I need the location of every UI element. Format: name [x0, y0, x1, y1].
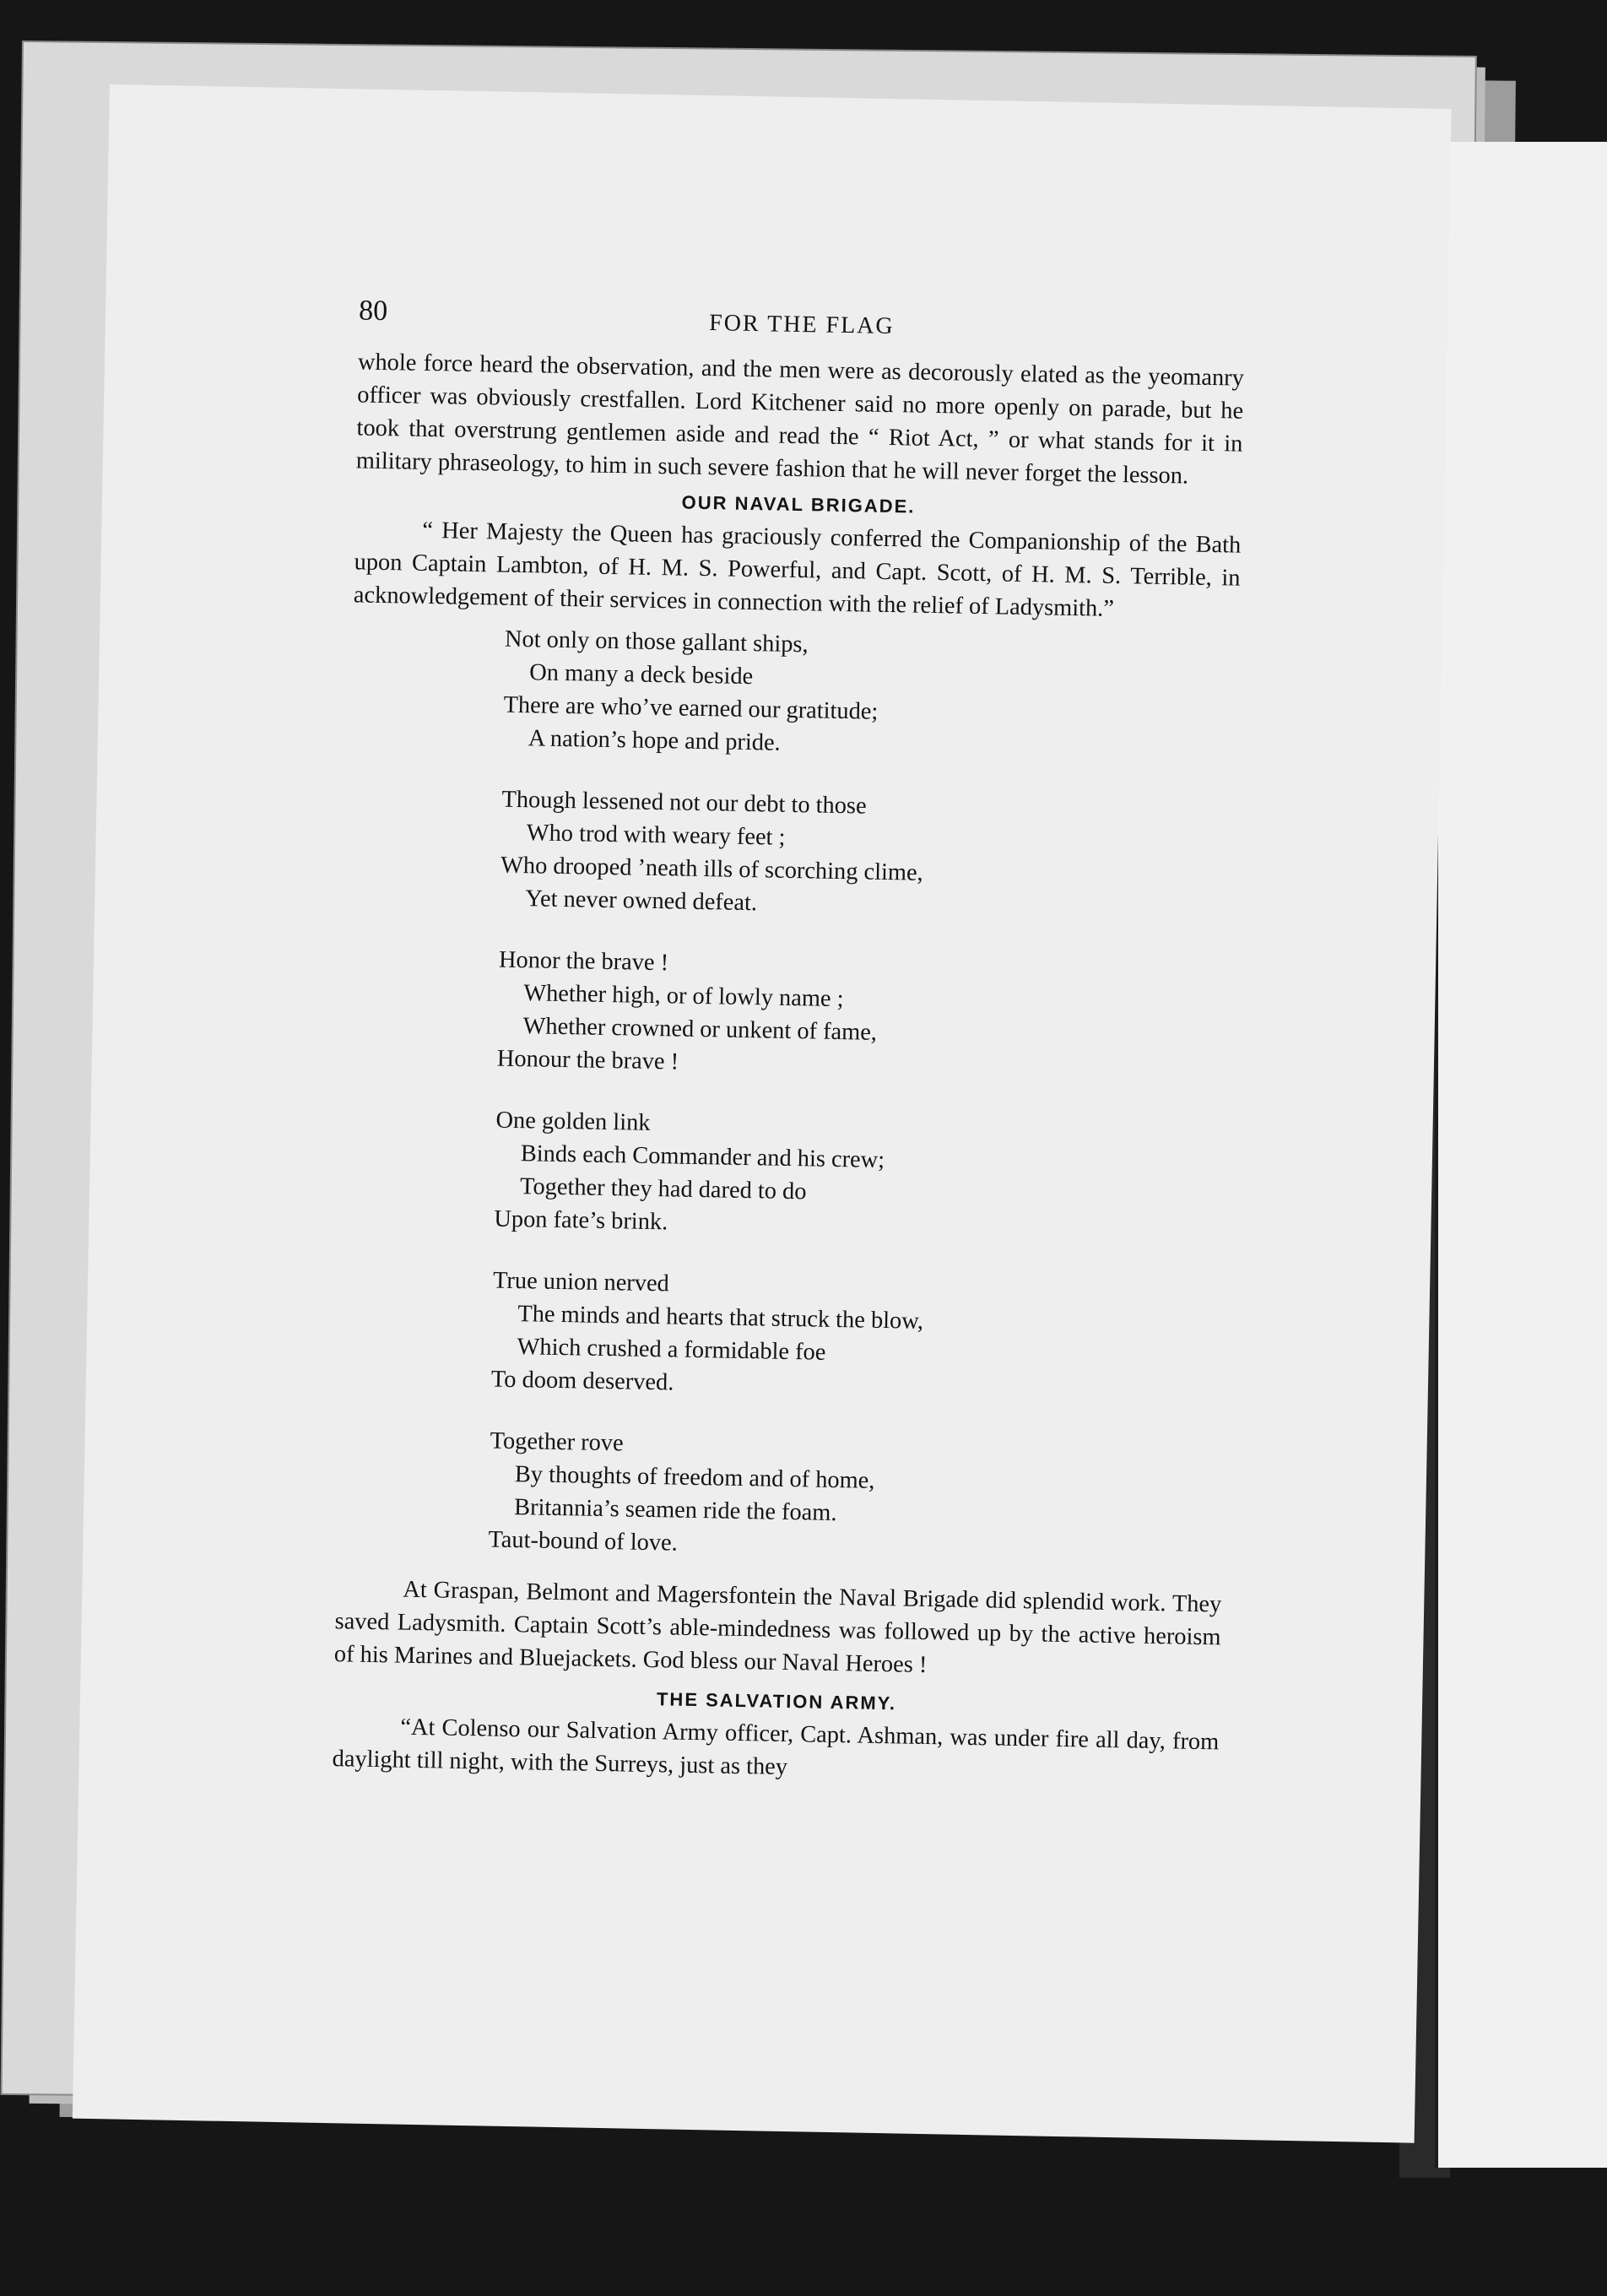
section-heading: THE SALVATION ARMY.	[656, 1688, 897, 1714]
poem-line: Honour the brave !	[496, 1045, 679, 1075]
poem-line: Yet never owned defeat.	[525, 885, 758, 917]
facing-page	[1435, 142, 1607, 2168]
poem-line: Together rove	[490, 1427, 624, 1457]
poem-line: There are who’ve earned our gratitude;	[503, 691, 879, 725]
poem-line: Whether high, or of lowly name ;	[523, 980, 844, 1013]
poem-stanza	[494, 1104, 1231, 1249]
poem-line: Whether crowned or unkent of fame,	[522, 1013, 878, 1046]
poem-line: Honor the brave !	[498, 946, 669, 977]
poem-line: Though lessened not our debt to those	[501, 786, 867, 820]
paragraph: “At Colenso our Salvation Army officer, Capt. Ashman, was under fire all day, from daylight till night, with the Surreys, just as they	[332, 1714, 1220, 1781]
page-number: 80	[358, 295, 388, 328]
page-text	[332, 295, 1245, 1791]
poem-line: True union nerved	[492, 1267, 670, 1297]
poem-stanza	[500, 783, 1236, 929]
book-page	[73, 84, 1452, 2143]
poem-stanza	[497, 944, 1234, 1089]
poem-line: The minds and hearts that struck the blow,	[517, 1301, 924, 1335]
poem-line: Not only on those gallant ships,	[504, 625, 809, 658]
poem	[488, 623, 1239, 1570]
poem-stanza	[503, 623, 1240, 768]
poem-line: Upon fate’s brink.	[494, 1205, 668, 1236]
section-heading: OUR NAVAL BRIGADE.	[681, 491, 916, 517]
poem-line: Who trod with weary feet ;	[526, 820, 786, 851]
poem-line: Taut-bound of love.	[488, 1526, 679, 1557]
poem-line: A nation’s hope and pride.	[528, 725, 781, 756]
paragraph: whole force heard the observation, and the men were as decorously elated as the yeomanry officer was obviously crestfallen. Lord Kitchener said no more openly on parade, but he took that overstrung gentlemen aside and read the “ Riot Act, ” or what stands for it in military phraseology, to him in such severe fashion that he will never forget the lesson.	[355, 349, 1245, 490]
poem-line: By thoughts of freedom and of home,	[514, 1461, 875, 1494]
poem-line: Britannia’s seamen ride the foam.	[513, 1494, 837, 1527]
paragraph: “ Her Majesty the Queen has graciously conferred the Companionship of the Bath upon Captain Lambton, of H. M. S. Powerful, and Capt. Scott, of H. M. S. Terrible, in acknowledgement of their services in connection with the relief of Ladysmith.”	[353, 517, 1242, 622]
poem-stanza	[491, 1264, 1228, 1410]
poem-line: Binds each Commander and his crew;	[520, 1140, 885, 1174]
running-title: FOR THE FLAG	[708, 310, 895, 340]
poem-line: One golden link	[495, 1107, 651, 1136]
poem-stanza	[488, 1425, 1225, 1570]
poem-line: To doom deserved.	[490, 1366, 674, 1396]
paragraph: At Graspan, Belmont and Magersfontein the Naval Brigade did splendid work. They saved Ladysmith. Captain Scott’s able-mindedness was followed up by the active heroism of his Marines and Bluejackets. God bless our Naval Heroes !	[333, 1576, 1222, 1679]
poem-line: On many a deck beside	[529, 659, 754, 690]
poem-line: Together they had dared to do	[519, 1173, 807, 1205]
poem-line: Which crushed a formidable foe	[517, 1334, 826, 1366]
poem-line: Who drooped ’neath ills of scorching clime,	[500, 852, 923, 886]
